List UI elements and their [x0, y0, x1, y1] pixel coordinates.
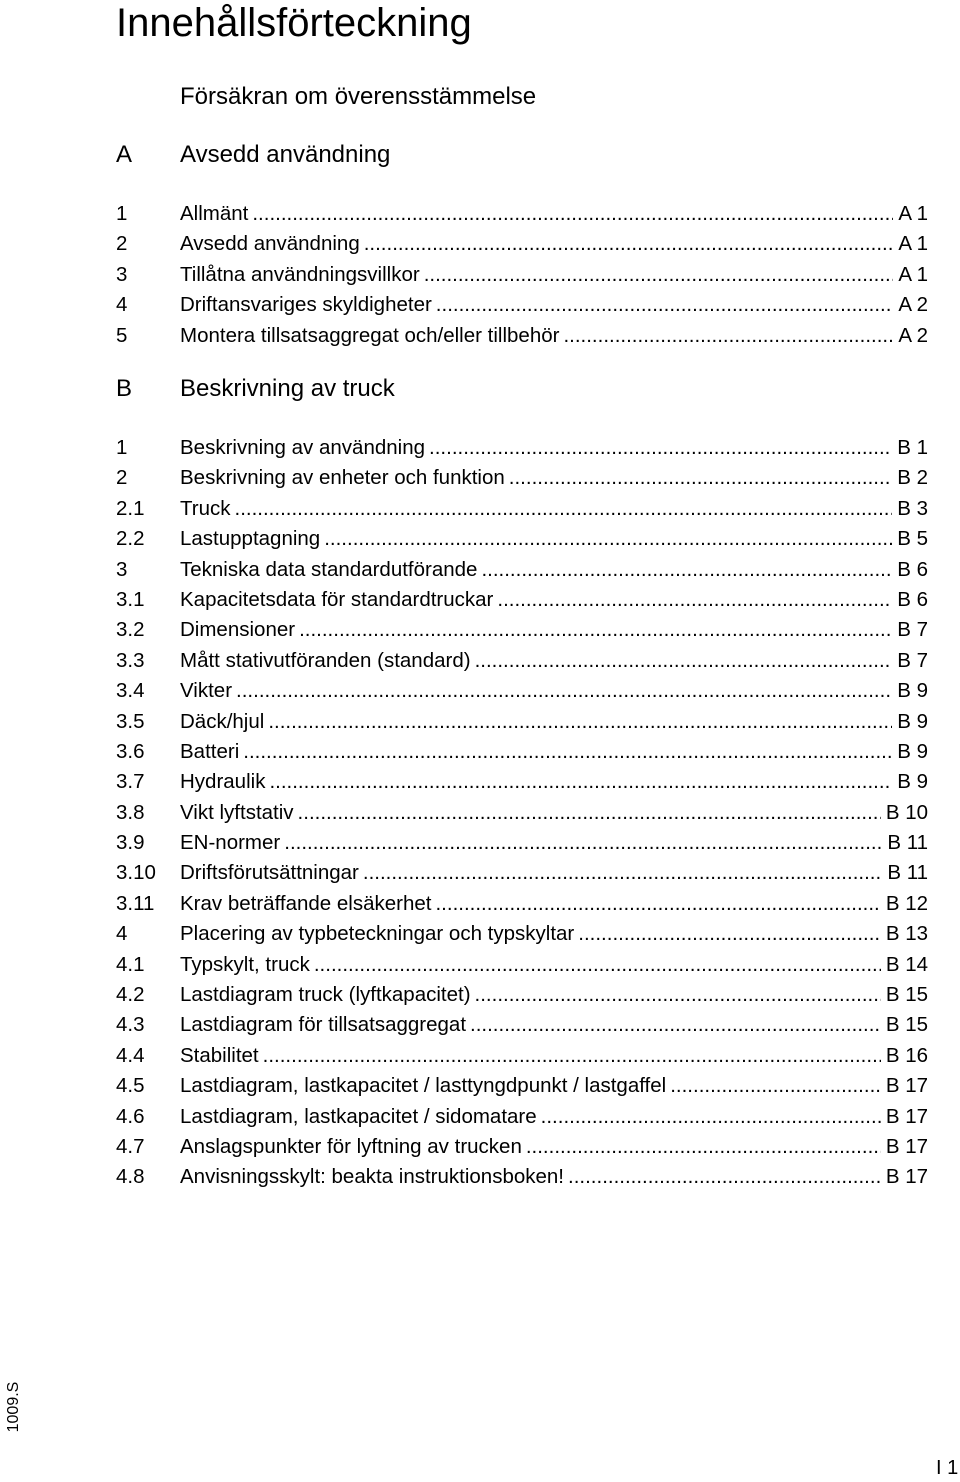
- toc-entry-number: 4.2: [116, 983, 145, 1007]
- toc-dot-leader: [475, 980, 881, 1010]
- toc-entry-number: 4: [116, 922, 128, 946]
- toc-dot-leader: [363, 858, 882, 888]
- toc-dot-leader: [364, 229, 894, 259]
- toc-dot-leader: [470, 1010, 881, 1040]
- toc-entry[interactable]: [116, 676, 928, 706]
- toc-dot-leader: [670, 1071, 881, 1101]
- toc-dot-leader: [252, 199, 893, 229]
- toc-list-section-b: [116, 433, 928, 1193]
- toc-entry[interactable]: [116, 585, 928, 615]
- toc-entry-label: Batteri: [180, 739, 240, 763]
- toc-entry-number: 4.5: [116, 1074, 145, 1098]
- toc-dot-leader: [578, 919, 881, 949]
- toc-entry[interactable]: [116, 494, 928, 524]
- toc-dot-leader: [429, 433, 892, 463]
- toc-entry-page: B 9: [897, 709, 928, 733]
- toc-entry-label: Däck/hjul: [180, 709, 265, 733]
- toc-entry-number: 4.3: [116, 1013, 145, 1037]
- document-code-text: 1009.S: [5, 1381, 22, 1433]
- toc-entry-number: 2: [116, 232, 128, 256]
- toc-entry-label: Dimensioner: [180, 618, 296, 642]
- toc-entry[interactable]: [116, 980, 928, 1010]
- toc-dot-leader: [263, 1041, 881, 1071]
- toc-entry-page: A 1: [898, 202, 928, 225]
- toc-entry-label: Montera tillsatsaggregat och/eller tillbehör: [180, 323, 560, 347]
- toc-entry-label: Kapacitetsdata för standardtruckar: [180, 587, 494, 611]
- toc-entry-label: Typskylt, truck: [180, 952, 310, 976]
- toc-dot-leader: [268, 707, 892, 737]
- toc-entry-page: B 17: [885, 1104, 928, 1128]
- toc-dot-leader: [541, 1102, 881, 1132]
- toc-entry[interactable]: [116, 290, 928, 320]
- toc-list-section-a: [116, 199, 928, 351]
- toc-dot-leader: [435, 889, 880, 919]
- toc-entry-label: Lastdiagram, lastkapacitet / sidomatare: [180, 1104, 537, 1128]
- toc-entry-page: B 17: [885, 1134, 928, 1158]
- toc-entry-page: B 11: [887, 861, 928, 885]
- toc-entry[interactable]: [116, 321, 928, 351]
- toc-entry[interactable]: [116, 555, 928, 585]
- toc-entry-page: B 3: [897, 496, 928, 520]
- toc-dot-leader: [299, 615, 892, 645]
- toc-entry-page: B 9: [897, 770, 928, 794]
- toc-entry-number: 3.1: [116, 587, 145, 611]
- toc-entry-number: 3.11: [116, 891, 155, 915]
- toc-entry-number: 3.8: [116, 800, 145, 824]
- toc-entry[interactable]: [116, 1041, 928, 1071]
- toc-dot-leader: [298, 798, 881, 828]
- toc-entry-number: 4.4: [116, 1043, 145, 1067]
- page-title: Innehållsförteckning: [116, 1, 472, 45]
- toc-entry-number: 1: [116, 202, 128, 225]
- document-code: [2, 1375, 26, 1439]
- toc-entry[interactable]: [116, 524, 928, 554]
- toc-entry-number: 4.7: [116, 1134, 145, 1158]
- toc-entry-label: Lastupptagning: [180, 527, 321, 551]
- toc-entry-label: Anslagspunkter för lyftning av trucken: [180, 1134, 522, 1158]
- toc-entry-page: A 1: [898, 262, 928, 286]
- toc-dot-leader: [284, 828, 882, 858]
- toc-entry-page: B 9: [897, 679, 928, 703]
- toc-dot-leader: [568, 1162, 881, 1192]
- toc-entry[interactable]: [116, 229, 928, 259]
- toc-entry[interactable]: [116, 950, 928, 980]
- toc-entry[interactable]: [116, 1132, 928, 1162]
- toc-entry-number: 2: [116, 466, 128, 490]
- toc-entry-label: Truck: [180, 496, 231, 520]
- toc-entry[interactable]: [116, 615, 928, 645]
- toc-entry-label: Lastdiagram, lastkapacitet / lasttyngdpunkt / lastgaffel: [180, 1074, 667, 1098]
- toc-entry-page: B 5: [897, 527, 928, 551]
- toc-entry-label: Beskrivning av enheter och funktion: [180, 466, 505, 490]
- toc-entry-page: B 9: [897, 739, 928, 763]
- toc-dot-leader: [236, 676, 892, 706]
- toc-dot-leader: [243, 737, 892, 767]
- toc-entry-page: A 1: [898, 232, 928, 256]
- toc-dot-leader: [324, 524, 892, 554]
- toc-dot-leader: [509, 463, 892, 493]
- toc-entry[interactable]: [116, 1102, 928, 1132]
- section-letter: B: [116, 375, 133, 402]
- toc-entry-page: B 11: [887, 831, 928, 855]
- toc-entry-page: B 16: [885, 1043, 928, 1067]
- toc-entry-label: Hydraulik: [180, 770, 266, 794]
- toc-entry-label: Tillåtna användningsvillkor: [180, 262, 420, 286]
- section-letter: A: [116, 141, 133, 168]
- toc-entry[interactable]: [116, 646, 928, 676]
- toc-entry-page: B 2: [897, 466, 928, 490]
- toc-entry-page: B 12: [885, 891, 928, 915]
- toc-dot-leader: [481, 555, 892, 585]
- toc-entry-label: Avsedd användning: [180, 232, 360, 256]
- toc-entry-label: Anvisningsskylt: beakta instruktionsboken!: [180, 1165, 565, 1189]
- toc-entry-number: 2.2: [116, 527, 145, 551]
- toc-entry-number: 1: [116, 436, 128, 459]
- toc-dot-leader: [424, 260, 894, 290]
- toc-dot-leader: [563, 321, 893, 351]
- toc-dot-leader: [436, 290, 894, 320]
- section-title: Avsedd användning: [180, 141, 391, 168]
- toc-entry-label: Driftansvariges skyldigheter: [180, 293, 432, 317]
- toc-dot-leader: [497, 585, 892, 615]
- toc-entry-label: Lastdiagram för tillsatsaggregat: [180, 1013, 467, 1037]
- toc-dot-leader: [235, 494, 893, 524]
- toc-entry[interactable]: [116, 828, 928, 858]
- toc-entry-number: 3: [116, 557, 128, 581]
- toc-entry-number: 4: [116, 293, 128, 317]
- toc-entry-number: 4.8: [116, 1165, 145, 1189]
- toc-entry-label: Mått stativutföranden (standard): [180, 648, 471, 672]
- toc-dot-leader: [526, 1132, 881, 1162]
- toc-entry[interactable]: [116, 919, 928, 949]
- toc-entry-number: 3.5: [116, 709, 145, 733]
- preface-heading[interactable]: Försäkran om överensstämmelse: [180, 83, 537, 110]
- toc-entry-page: B 17: [885, 1074, 928, 1098]
- toc-dot-leader: [475, 646, 893, 676]
- toc-entry-page: B 14: [885, 952, 928, 976]
- toc-entry-number: 3.7: [116, 770, 145, 794]
- toc-entry-page: B 6: [897, 557, 928, 581]
- toc-entry[interactable]: [116, 1010, 928, 1040]
- toc-entry[interactable]: [116, 737, 928, 767]
- toc-entry[interactable]: [116, 767, 928, 797]
- toc-entry-page: B 10: [885, 800, 928, 824]
- toc-entry-page: B 15: [885, 983, 928, 1007]
- toc-entry-label: Lastdiagram truck (lyftkapacitet): [180, 983, 471, 1007]
- toc-entry-number: 3: [116, 262, 128, 286]
- toc-entry[interactable]: [116, 199, 928, 229]
- toc-entry-label: Allmänt: [180, 202, 249, 225]
- toc-entry-number: 3.10: [116, 861, 156, 885]
- toc-entry[interactable]: [116, 1071, 928, 1101]
- toc-entry[interactable]: [116, 1162, 928, 1192]
- toc-entry-label: Tekniska data standardutförande: [180, 557, 478, 581]
- toc-entry-number: 3.3: [116, 648, 145, 672]
- toc-entry-number: 3.4: [116, 679, 145, 703]
- toc-entry[interactable]: [116, 707, 928, 737]
- toc-entry[interactable]: [116, 463, 928, 493]
- toc-entry-label: Vikter: [180, 679, 233, 703]
- toc-entry[interactable]: [116, 260, 928, 290]
- toc-entry-page: A 2: [898, 293, 928, 317]
- toc-entry-number: 3.9: [116, 831, 145, 855]
- toc-entry-page: B 7: [897, 618, 928, 642]
- toc-entry-number: 3.6: [116, 739, 145, 763]
- toc-entry-page: A 2: [898, 323, 928, 347]
- toc-entry-number: 5: [116, 323, 128, 347]
- toc-entry-number: 4.6: [116, 1104, 145, 1128]
- toc-entry-page: B 15: [885, 1013, 928, 1037]
- toc-entry-label: Beskrivning av användning: [180, 436, 426, 459]
- toc-entry-number: 2.1: [116, 496, 145, 520]
- toc-entry-label: Krav beträffande elsäkerhet: [180, 891, 432, 915]
- toc-entry-label: EN-normer: [180, 831, 281, 855]
- toc-entry-page: B 6: [897, 587, 928, 611]
- toc-entry[interactable]: [116, 433, 928, 463]
- toc-entry-label: Driftsförutsättningar: [180, 861, 359, 885]
- toc-entry-page: B 13: [885, 922, 928, 946]
- toc-dot-leader: [314, 950, 881, 980]
- toc-dot-leader: [269, 767, 892, 797]
- toc-entry-label: Vikt lyftstativ: [180, 800, 294, 824]
- toc-entry-number: 4.1: [116, 952, 145, 976]
- page-number: I 1: [936, 1457, 959, 1479]
- section-title: Beskrivning av truck: [180, 375, 395, 402]
- toc-entry-label: Stabilitet: [180, 1043, 259, 1067]
- toc-entry-page: B 17: [885, 1165, 928, 1189]
- toc-entry[interactable]: [116, 798, 928, 828]
- toc-entry-page: B 7: [897, 648, 928, 672]
- toc-entry-page: B 1: [897, 436, 928, 459]
- toc-entry[interactable]: [116, 889, 928, 919]
- toc-entry[interactable]: [116, 858, 928, 888]
- toc-entry-label: Placering av typbeteckningar och typskyltar: [180, 922, 575, 946]
- toc-entry-number: 3.2: [116, 618, 145, 642]
